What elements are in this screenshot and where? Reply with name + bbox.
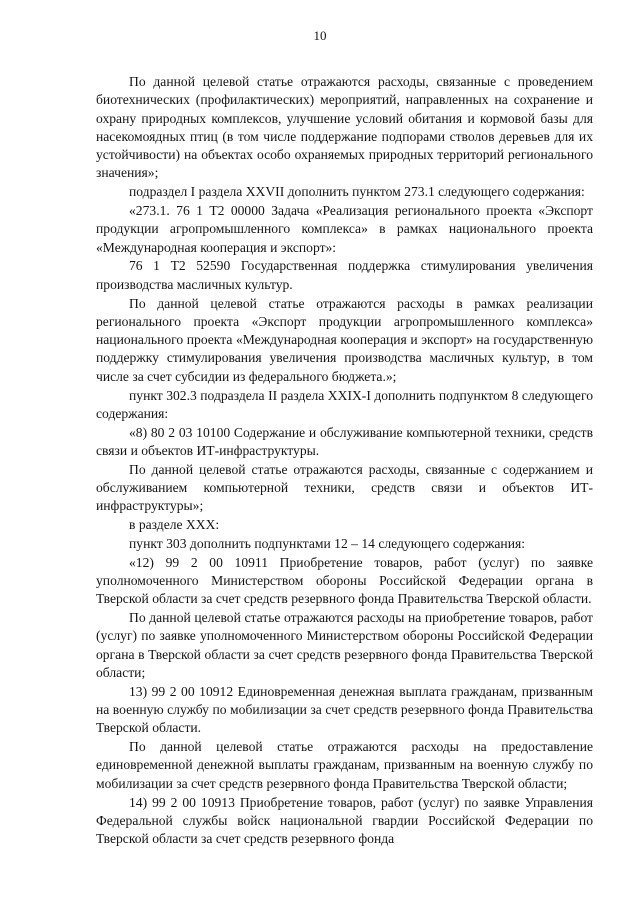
paragraph-item-273-1: «273.1. 76 1 Т2 00000 Задача «Реализация регионального проекта «Экспорт продукции агропромышленного комплекса» в рамках национального проекта «Международная кооперация и экспорт»: [96,203,593,255]
paragraph-section-xxx: в разделе XXX: [129,517,220,533]
paragraph-subitem-12-expenses: По данной целевой статье отражаются расходы на приобретение товаров, работ (услуг) по заявке уполномоченного Министерством обороны Российской Федерации органа в Тверской области за счет средств резервного фонда Правительства Тверской области; [96,610,593,680]
paragraph-subsection-273-1: подраздел I раздела XXVII дополнить пунктом 273.1 следующего содержания: [129,184,585,200]
paragraph-subitem-12: «12) 99 2 00 10911 Приобретение товаров, работ (услуг) по заявке уполномоченного Министерством обороны Российской Федерации органа в Тверской области за счет средств резервного фонда Правительства Тверской области. [96,554,593,607]
paragraph-item-302-3: пункт 302.3 подраздела II раздела XXIX-I дополнить подпунктом 8 следующего содержания: [96,387,593,421]
paragraph-subitem-8: «8) 80 2 03 10100 Содержание и обслуживание компьютерной техники, средств связи и объектов ИТ-инфраструктуры. [96,424,593,458]
paragraph-oilseed-expenses: По данной целевой статье отражаются расходы в рамках реализации регионального проекта «Экспорт продукции агропромышленного комплекса» национального проекта «Международная кооперация и экспорт» на государственную поддержку стимулирования увеличения производства масличных культур, в том числе за счет субсидии из федерального бюджета.»; [96,295,593,384]
page-number: 10 [313,28,327,43]
paragraph-oilseed-support: 76 1 Т2 52590 Государственная поддержка стимулирования увеличения производства масличных культур. [96,258,593,292]
paragraph-it-expenses: По данной целевой статье отражаются расходы, связанные с содержанием и обслуживанием компьютерной техники, средств связи и объектов ИТ-инфраструктуры»; [96,461,593,514]
paragraph-biotech-expenses: По данной целевой статье отражаются расходы, связанные с проведением биотехнических (профилактических) мероприятий, направленных на сохранение и охрану природных комплексов, улучшение условий обитания и кормовой базы для насекомоядных птиц (в том числе поддержание подпорами стволов деревьев для их устойчивости) на объектах особо охраняемых природных территорий регионального значения»; [96,74,593,181]
paragraph-subitem-13-expenses: По данной целевой статье отражаются расходы на предоставление единовременной денежной выплаты гражданам, призванным на военную службу по мобилизации за счет средств резервного фонда Правительства Тверской области; [96,739,593,791]
paragraph-item-303: пункт 303 дополнить подпунктами 12 – 14 следующего содержания: [129,535,526,551]
paragraph-subitem-13: 13) 99 2 00 10912 Единовременная денежная выплата гражданам, призванным на военную службу по мобилизации за счет средств резервного фонда Правительства Тверской области. [96,683,593,736]
document-body [96,73,593,848]
paragraph-subitem-14: 14) 99 2 00 10913 Приобретение товаров, работ (услуг) по заявке Управления Федеральной службы войск национальной гвардии Российской Федерации по Тверской области за счет средств резервного фонда [96,794,593,847]
